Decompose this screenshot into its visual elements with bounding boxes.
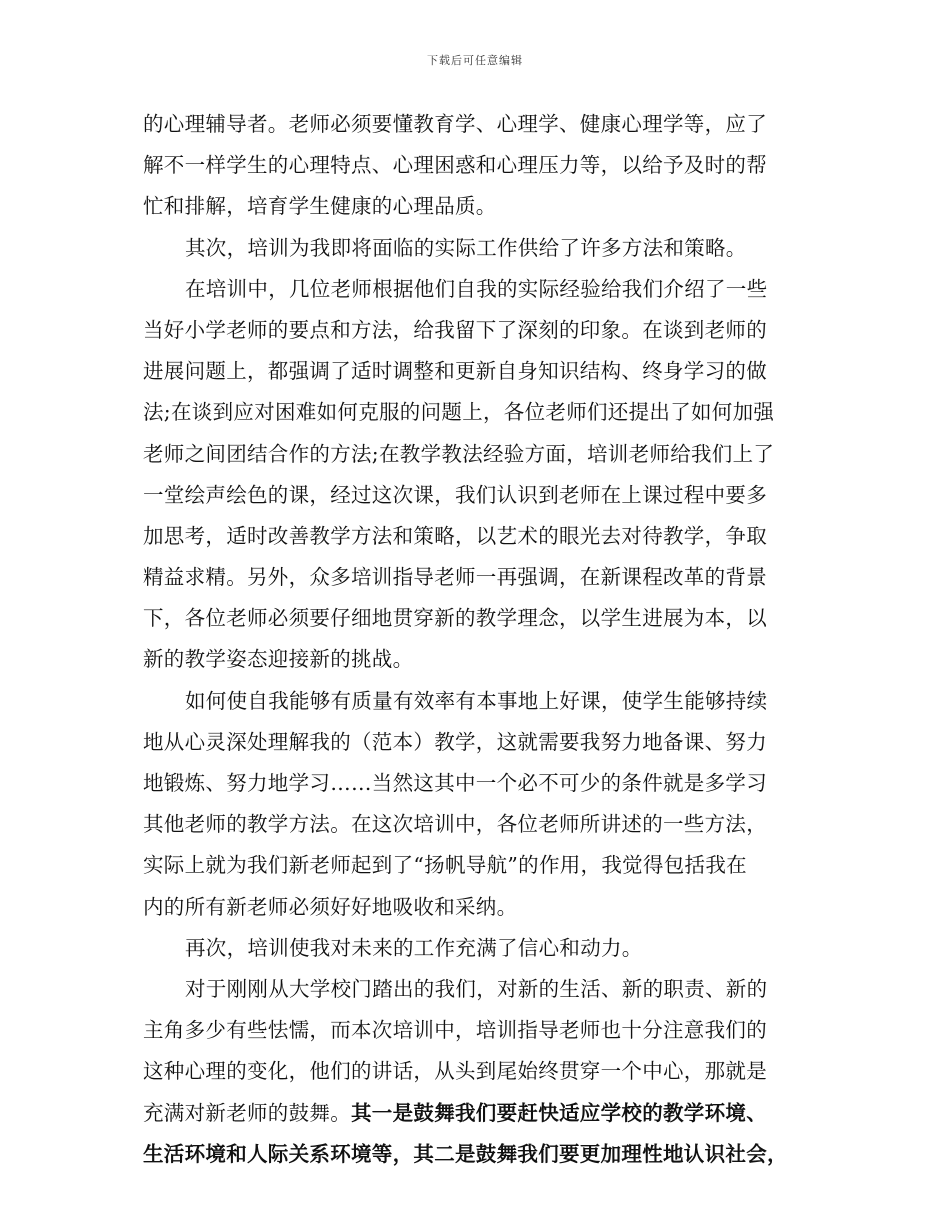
- text-line-7: 进展问题上，都强调了适时调整和更新自身知识结构、终身学习的做: [143, 359, 767, 384]
- text-line-5: 在培训中，几位老师根据他们自我的实际经验给我们介绍了一些: [185, 276, 768, 301]
- text-line-15: 如何使自我能够有质量有效率有本事地上好课，使学生能够持续: [185, 688, 768, 713]
- text-line-9: 老师之间团结合作的方法;在教学教法经验方面，培训老师给我们上了: [143, 441, 775, 466]
- text-line-26: 生活环境和人际关系环境等，其二是鼓舞我们要更加理性地认识社会，: [143, 1141, 788, 1166]
- text-line-25-normal: 充满对新老师的鼓舞。: [143, 1100, 351, 1125]
- text-line-2: 解不一样学生的心理特点、心理困惑和心理压力等，以给予及时的帮: [143, 153, 767, 178]
- text-line-12: 精益求精。另外，众多培训指导老师一再强调，在新课程改革的背景: [143, 565, 767, 590]
- text-line-20: 内的所有新老师必须好好地吸收和采纳。: [143, 894, 518, 919]
- text-line-23: 主角多少有些怯懦，而本次培训中，培训指导老师也十分注意我们的: [143, 1018, 767, 1043]
- text-line-25: [143, 1093, 809, 1134]
- document-body: [143, 104, 809, 1175]
- text-line-17: 地锻炼、努力地学习……当然这其中一个必不可少的条件就是多学习: [143, 771, 767, 795]
- text-line-25-bold: 其一是鼓舞我们要赶快适应学校的教学环境、: [351, 1100, 767, 1125]
- page-header: 下载后可任意编辑: [427, 54, 523, 67]
- text-line-6: 当好小学老师的要点和方法，给我留下了深刻的印象。在谈到老师的: [143, 317, 767, 342]
- text-line-8: 法;在谈到应对困难如何克服的问题上，各位老师们还提出了如何加强: [143, 400, 775, 425]
- text-line-11: 加思考，适时改善教学方法和策略，以艺术的眼光去对待教学，争取: [143, 523, 767, 548]
- text-line-19: 实际上就为我们新老师起到了“扬帆导航”的作用，我觉得包括我在: [143, 853, 747, 878]
- text-line-13: 下，各位老师必须要仔细地贯穿新的教学理念，以学生进展为本，以: [143, 606, 767, 631]
- text-line-14: 新的教学姿态迎接新的挑战。: [143, 647, 414, 672]
- text-line-10: 一堂绘声绘色的课，经过这次课，我们认识到老师在上课过程中要多: [143, 482, 767, 507]
- text-line-16: 地从心灵深处理解我的（范本）教学，这就需要我努力地备课、努力: [143, 729, 767, 754]
- text-line-4: 其次，培训为我即将面临的实际工作供给了许多方法和策略。: [185, 235, 747, 260]
- text-line-22: 对于刚刚从大学校门踏出的我们，对新的生活、新的职责、新的: [185, 976, 768, 1001]
- text-line-1: 的心理辅导者。老师必须要懂教育学、心理学、健康心理学等，应了: [143, 112, 767, 136]
- text-line-21: 再次，培训使我对未来的工作充满了信心和动力。: [185, 935, 643, 960]
- text-line-18: 其他老师的教学方法。在这次培训中，各位老师所讲述的一些方法，: [143, 812, 767, 837]
- text-line-24: 这种心理的变化，他们的讲话，从头到尾始终贯穿一个中心，那就是: [143, 1059, 767, 1084]
- text-line-3: 忙和排解，培育学生健康的心理品质。: [143, 194, 497, 219]
